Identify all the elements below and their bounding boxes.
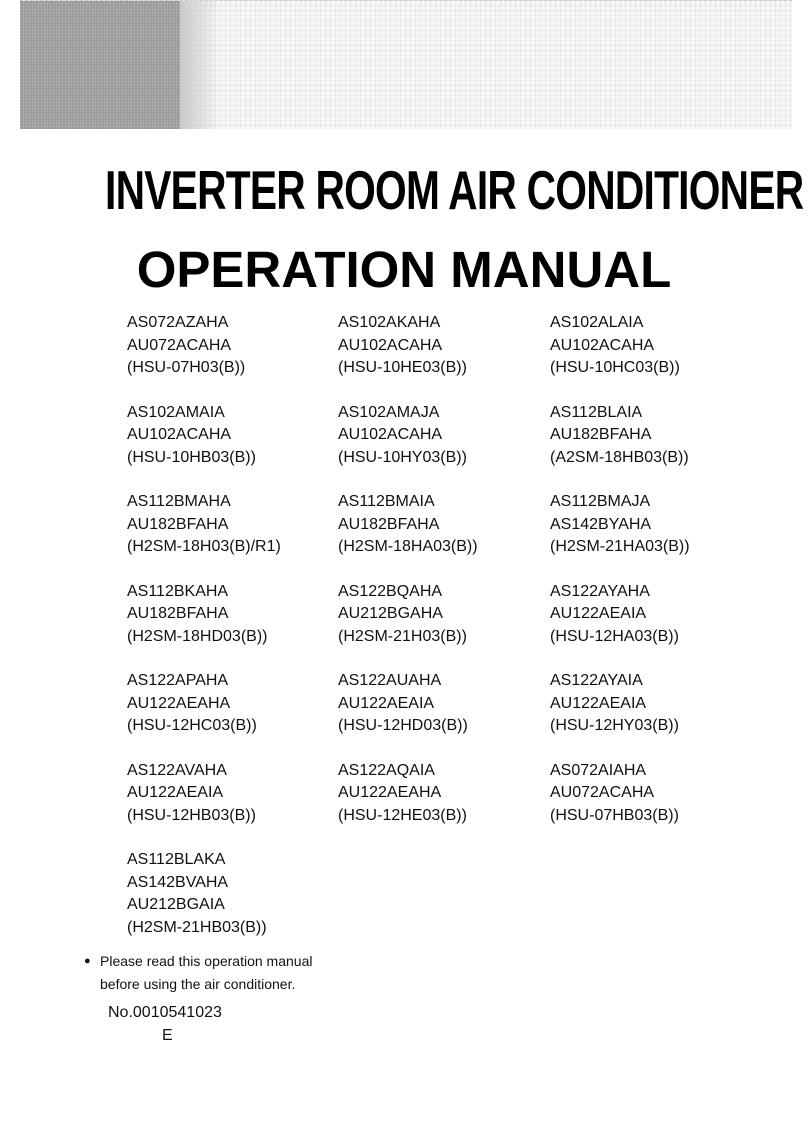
- document-number: No.0010541023: [108, 1004, 222, 1021]
- model-line: (H2SM-18H03(B)/R1): [127, 538, 281, 555]
- model-line: (HSU-07H03(B)): [127, 359, 246, 376]
- model-line: AS122APAHA: [127, 672, 229, 689]
- model-entry: [338, 402, 550, 470]
- model-line: AS102ALAIA: [550, 314, 644, 331]
- model-line: AS112BMAJA: [550, 493, 651, 510]
- model-entry: [127, 581, 338, 649]
- model-entry: [127, 849, 338, 939]
- model-line: (HSU-12HY03(B)): [550, 717, 679, 734]
- model-line: (HSU-12HA03(B)): [550, 627, 679, 645]
- model-entry: [550, 491, 762, 559]
- model-line: AS142BYAHA: [550, 515, 652, 533]
- model-line: AU122AEAHA: [127, 694, 231, 712]
- model-line: (HSU-12HD03(B)): [338, 717, 468, 734]
- model-line: AS102AMAIA: [127, 403, 225, 421]
- model-line: AU122AEAHA: [338, 784, 442, 801]
- model-entry: [338, 491, 550, 559]
- reading-note: [84, 950, 312, 996]
- model-entry: [338, 581, 550, 649]
- model-line: AU182BFAHA: [127, 605, 229, 622]
- model-entry: [338, 760, 550, 828]
- model-line: AS112BMAIA: [338, 493, 435, 510]
- note-line-2: before using the air conditioner.: [100, 976, 296, 992]
- model-entry: [550, 670, 762, 738]
- header-banner: [20, 0, 792, 129]
- note-line-1: Please read this operation manual: [100, 953, 313, 969]
- model-line: (HSU-10HE03(B)): [338, 359, 467, 376]
- model-line: (A2SM-18HB03(B)): [550, 448, 689, 466]
- model-line: (HSU-10HC03(B)): [550, 359, 680, 376]
- model-line: AU102ACAHA: [338, 426, 443, 443]
- model-line: AU102ACAHA: [550, 336, 655, 354]
- model-line: AU122AEAIA: [550, 694, 647, 712]
- model-line: AS122AYAHA: [550, 582, 650, 600]
- model-line: (HSU-12HC03(B)): [127, 717, 257, 734]
- model-entry: [127, 402, 338, 470]
- model-line: AS122BQAHA: [338, 582, 443, 600]
- model-line: (HSU-07HB03(B)): [550, 806, 679, 824]
- model-line: AS122AYAIA: [550, 672, 643, 689]
- model-line: AS112BLAIA: [550, 403, 643, 421]
- model-line: AS102AKAHA: [338, 314, 441, 331]
- model-line: AU182BFAHA: [550, 426, 652, 443]
- model-line: AU182BFAHA: [127, 515, 229, 533]
- model-entry: [550, 760, 762, 828]
- document-subtitle: OPERATION MANUAL: [136, 241, 672, 298]
- model-entry: [550, 581, 762, 649]
- model-entry: [127, 760, 338, 828]
- model-line: (H2SM-21H03(B)): [338, 627, 467, 645]
- model-line: AS072AZAHA: [127, 314, 229, 331]
- model-entry: [338, 670, 550, 738]
- model-line: (H2SM-18HD03(B)): [127, 627, 268, 645]
- model-line: (HSU-10HY03(B)): [338, 448, 467, 466]
- model-entry: [127, 491, 338, 559]
- model-line: AS142BVAHA: [127, 873, 229, 891]
- banner-fade: [180, 1, 220, 129]
- model-line: AS122AQAIA: [338, 761, 435, 779]
- language-code: E: [162, 1027, 173, 1044]
- model-line: (H2SM-21HA03(B)): [550, 538, 690, 555]
- model-entry: [127, 670, 338, 738]
- model-line: AU212BGAIA: [127, 896, 225, 913]
- model-line: AU122AEAIA: [338, 694, 435, 712]
- model-line: AU212BGAHA: [338, 605, 443, 622]
- model-line: AS112BMAHA: [127, 493, 231, 510]
- document-title: INVERTER ROOM AIR CONDITIONER: [105, 159, 804, 221]
- model-line: AS072AIAHA: [550, 761, 647, 779]
- banner-dark-block: [20, 1, 180, 129]
- model-line: (H2SM-18HA03(B)): [338, 538, 478, 555]
- model-line: (H2SM-21HB03(B)): [127, 918, 267, 936]
- model-entry: [550, 402, 762, 470]
- model-line: AU072ACAHA: [550, 784, 655, 801]
- model-line: (HSU-10HB03(B)): [127, 448, 256, 466]
- model-line: AS102AMAJA: [338, 403, 440, 421]
- model-line: AU102ACAHA: [338, 336, 443, 354]
- model-line: AS122AUAHA: [338, 672, 442, 689]
- model-line: AS112BKAHA: [127, 582, 229, 600]
- model-line: AU122AEAIA: [127, 784, 224, 801]
- model-line: AU102ACAHA: [127, 426, 232, 443]
- model-line: (HSU-12HB03(B)): [127, 806, 256, 824]
- bullet-icon: ●: [84, 955, 91, 967]
- model-line: AS122AVAHA: [127, 761, 227, 779]
- model-entry: [550, 312, 762, 380]
- model-entry: [338, 312, 550, 380]
- model-line: (HSU-12HE03(B)): [338, 806, 467, 824]
- model-list: [127, 312, 762, 939]
- model-line: AU072ACAHA: [127, 336, 232, 354]
- model-entry: [127, 312, 338, 380]
- model-line: AS112BLAKA: [127, 851, 226, 868]
- model-line: AU122AEAIA: [550, 605, 647, 622]
- model-line: AU182BFAHA: [338, 515, 440, 533]
